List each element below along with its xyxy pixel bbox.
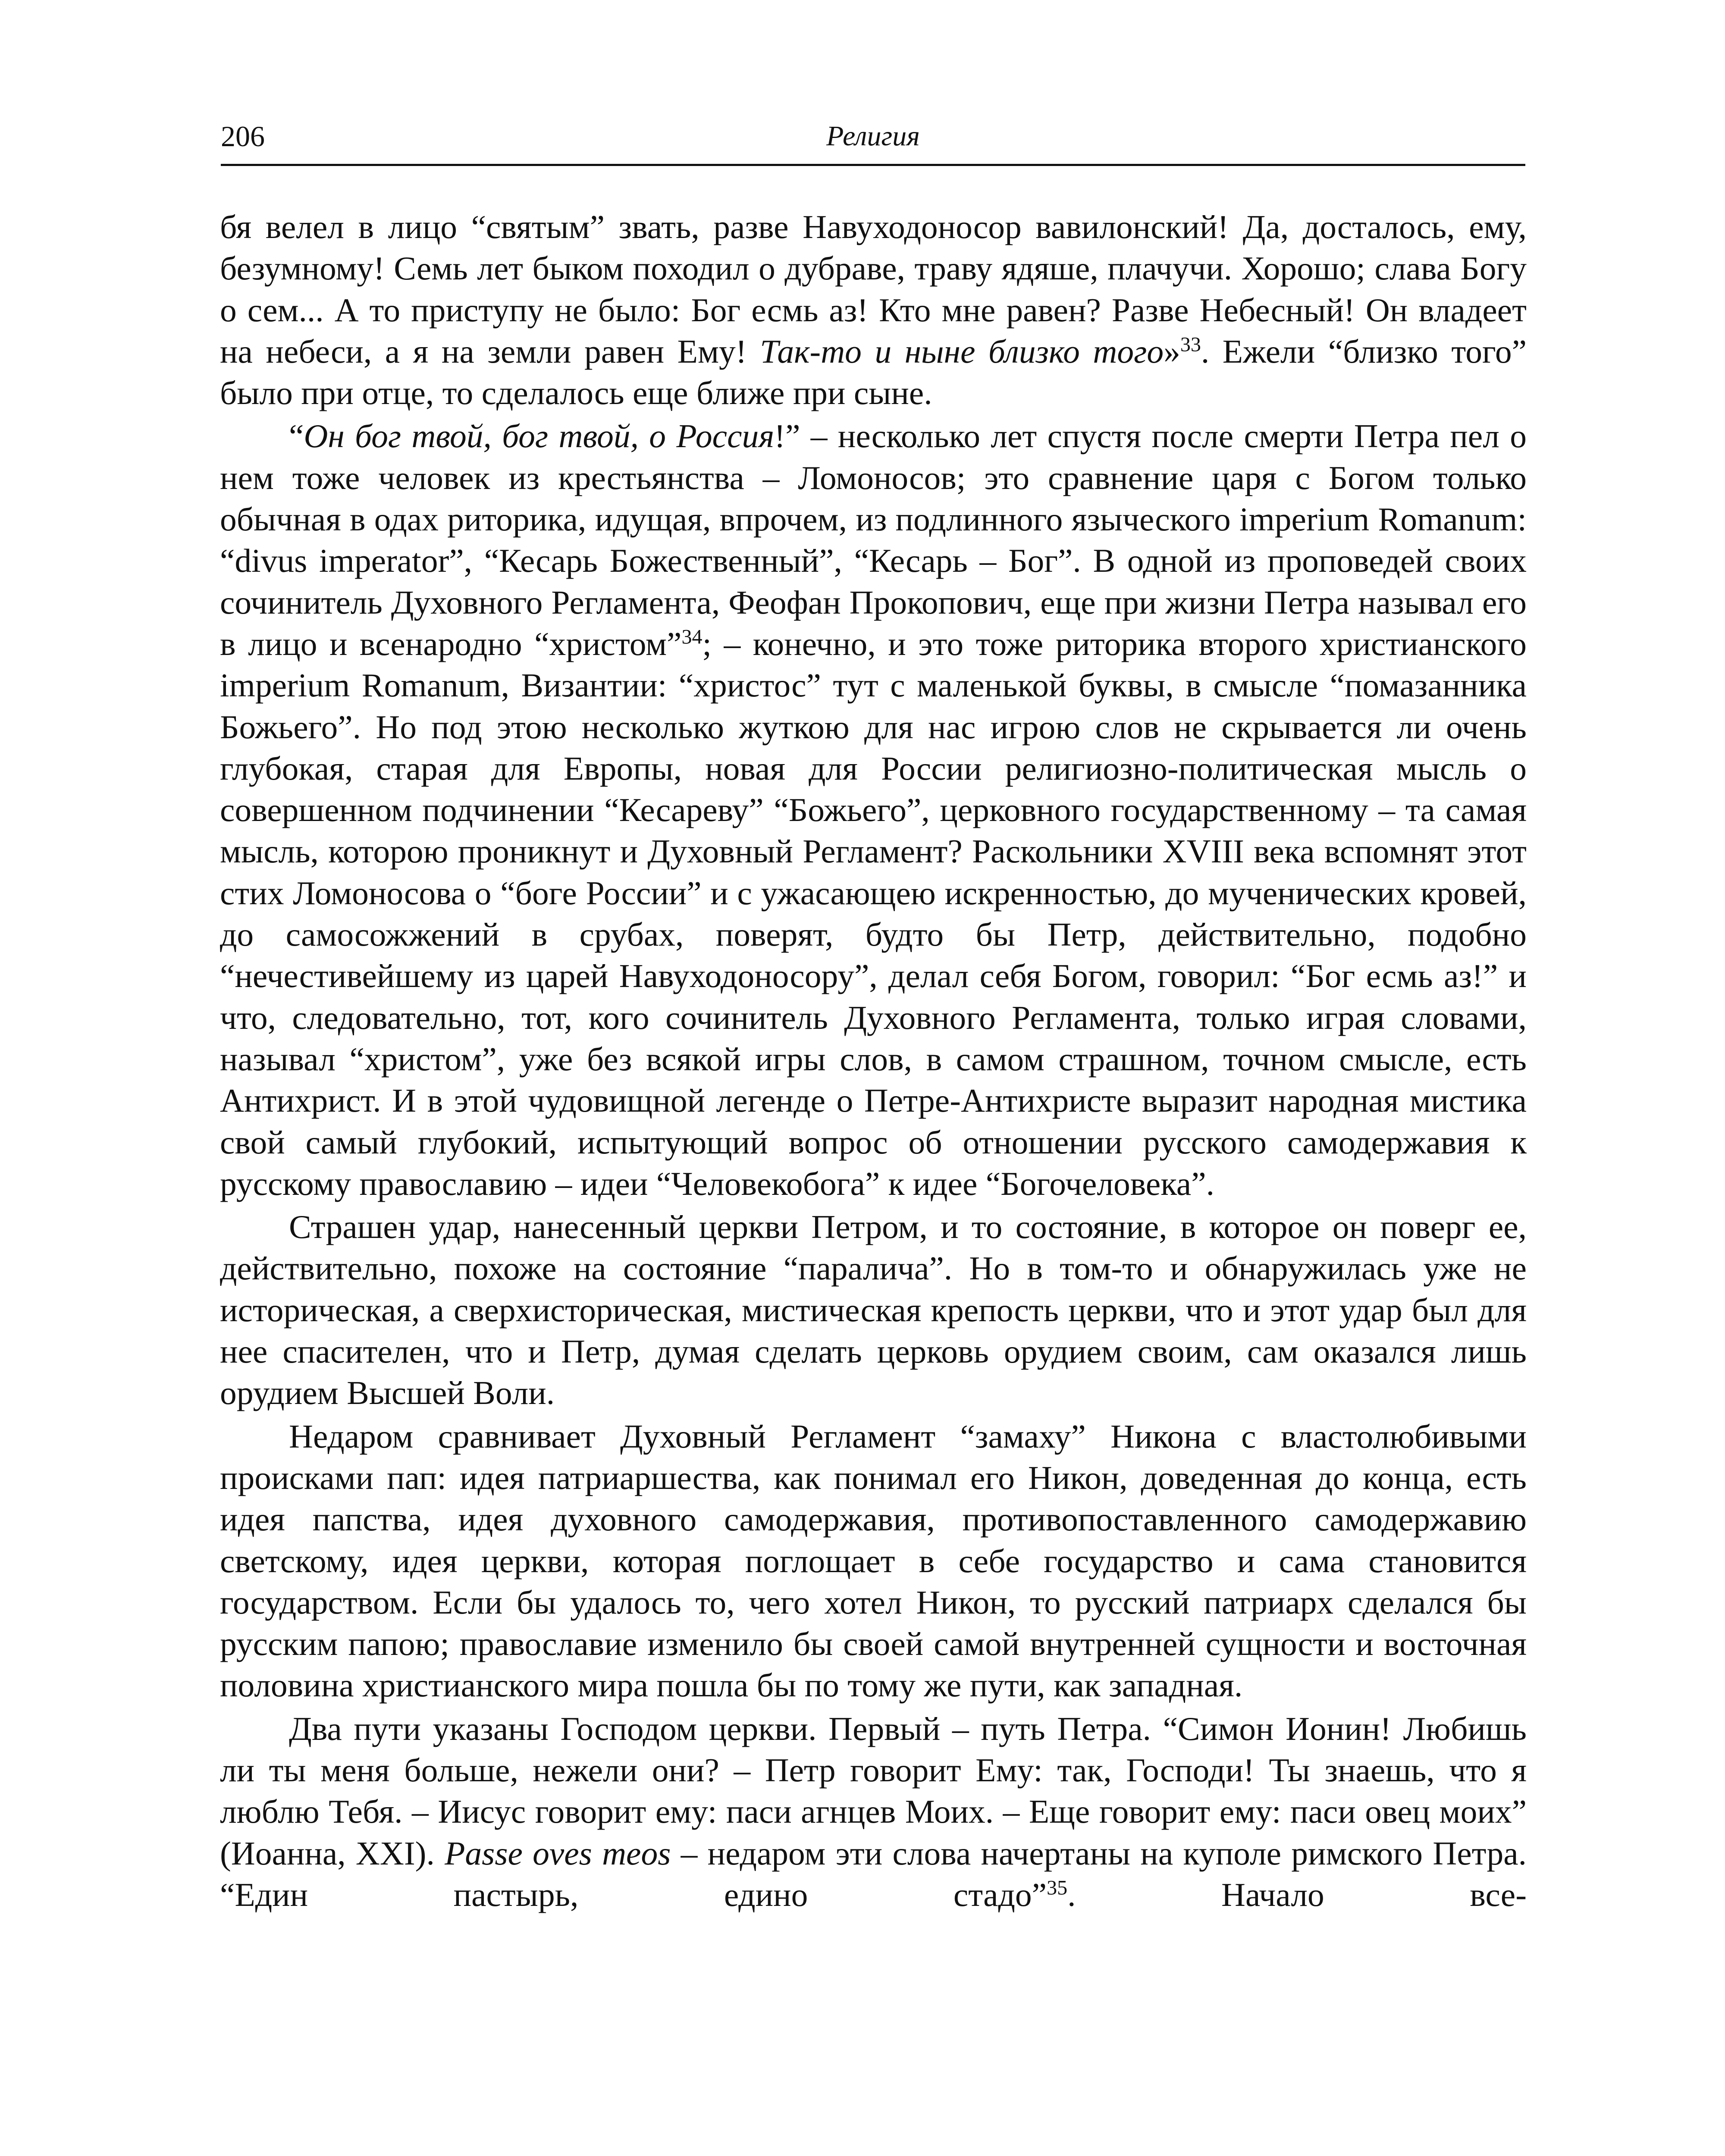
paragraph [220, 415, 1527, 1204]
text-run: » [1164, 332, 1180, 370]
footnote-ref: 34 [681, 625, 703, 649]
text-run: !” – несколько лет спустя после смерти Петра пел о нем тоже человек из крестьянства – Ломоносов; это сравнение царя с Богом только обычная в одах риторика, идущая, впрочем, из подлинного языческого imperium Romanum: “divus imperator”, “Кесарь Божественный”, “Кесарь – Бог”. В одной из проповедей своих сочинитель Духовного Регламента, Феофан Прокопович, еще при жизни Петра называл его в лицо и всенародно “христом” [220, 417, 1527, 662]
text-run: . Начало все- [1067, 1876, 1527, 1913]
italic-text: Он бог твой, бог твой, о Россия [304, 417, 775, 455]
text-run: ; – конечно, и это тоже риторика второго христианского imperium Romanum, Византии: “христос” тут с маленькой буквы, в смысле “помазанника Божьего”. Но под этою несколько жуткою для нас игрою слов не скрывается ли очень глубокая, старая для Европы, новая для России религиозно-политическая мысль о совершенном подчинении “Кесареву” “Божьего”, церковного государственному – та самая мысль, которою проникнут и Духовный Регламент? Раскольники XVIII века вспомнят этот стих Ломоносова о “боге России” и с ужасающею искренностью, до мученических кровей, до самосожжений в срубах, поверят, будто бы Петр, действительно, подобно “нечестивейшему из царей Навуходоносору”, делал себя Богом, говорил: “Бог есмь аз!” и что, следовательно, тот, кого сочинитель Духовного Регламента, только играя словами, называл “христом”, уже без всякой игры слов, в самом страшном, точном смысле, есть Антихрист. И в этой чудовищной легенде о Петре-Антихристе выразит народная мистика свой самый глубокий, испытующий вопрос об отношении русского самодержавия к русскому православию – идеи “Человекобога” к идее “Богочеловека”. [220, 625, 1527, 1202]
text-run: – недаром эти слова начертаны на куполе римского Петра. “Един пастырь, едино стадо” [220, 1834, 1527, 1913]
italic-text: Так-то и ныне близко того [760, 332, 1164, 370]
running-title: Религия [826, 120, 920, 152]
page-header [221, 116, 1525, 166]
paragraph [220, 1416, 1527, 1706]
footnote-ref: 35 [1047, 1876, 1068, 1899]
paragraph [220, 206, 1527, 414]
text-run: . Ежели “близко того” было при отце, то сделалось еще ближе при сыне. [220, 332, 1527, 412]
body-text [220, 206, 1527, 1917]
footnote-ref: 33 [1180, 333, 1201, 356]
text-run: Два пути указаны Господом церкви. Первый – путь Петра. “Симон Ионин! Любишь ли ты меня больше, нежели они? – Петр говорит Ему: так, Господи! Ты знаешь, что я люблю Тебя. – Иисус говорит ему: паси агнцев Моих. – Еще говорит ему: паси овец моих” (Иоанна, XXI). [220, 1710, 1527, 1872]
text-run: “ [289, 417, 304, 455]
page-number: 206 [221, 120, 265, 153]
text-run: бя велел в лицо “святым” звать, разве Навуходоносор вавилонский! Да, досталось, ему, безумному! Семь лет быком походил о дубраве, траву ядяше, плачучи. Хорошо; слава Богу о сем... А то приступу не было: Бог есмь аз! Кто мне равен? Разве Небесный! Он владеет на небеси, а я на земли равен Ему! [220, 208, 1527, 370]
text-run: Страшен удар, нанесенный церкви Петром, и то состояние, в которое он поверг ее, действительно, похоже на состояние “паралича”. Но в том-то и обнаружилась уже не историческая, а сверхисторическая, мистическая крепость церкви, что и этот удар был для нее спасителен, что и Петр, думая сделать церковь орудием своим, сам оказался лишь орудием Высшей Воли. [220, 1208, 1527, 1412]
text-run: Недаром сравнивает Духовный Регламент “замаху” Никона с властолюбивыми происками пап: идея патриаршества, как понимал его Никон, доведенная до конца, есть идея папства, идея духовного самодержавия, противопоставленного самодержавию светскому, идея церкви, которая поглощает в себе государство и сама становится государством. Если бы удалось то, чего хотел Никон, то русский патриарх сделался бы русским папою; православие изменило бы своей самой внутренней сущности и восточная половина христианского мира пошла бы по тому же пути, как западная. [220, 1417, 1527, 1704]
paragraph [220, 1708, 1527, 1915]
paragraph [220, 1206, 1527, 1413]
italic-text: Passe oves meos [445, 1834, 671, 1872]
